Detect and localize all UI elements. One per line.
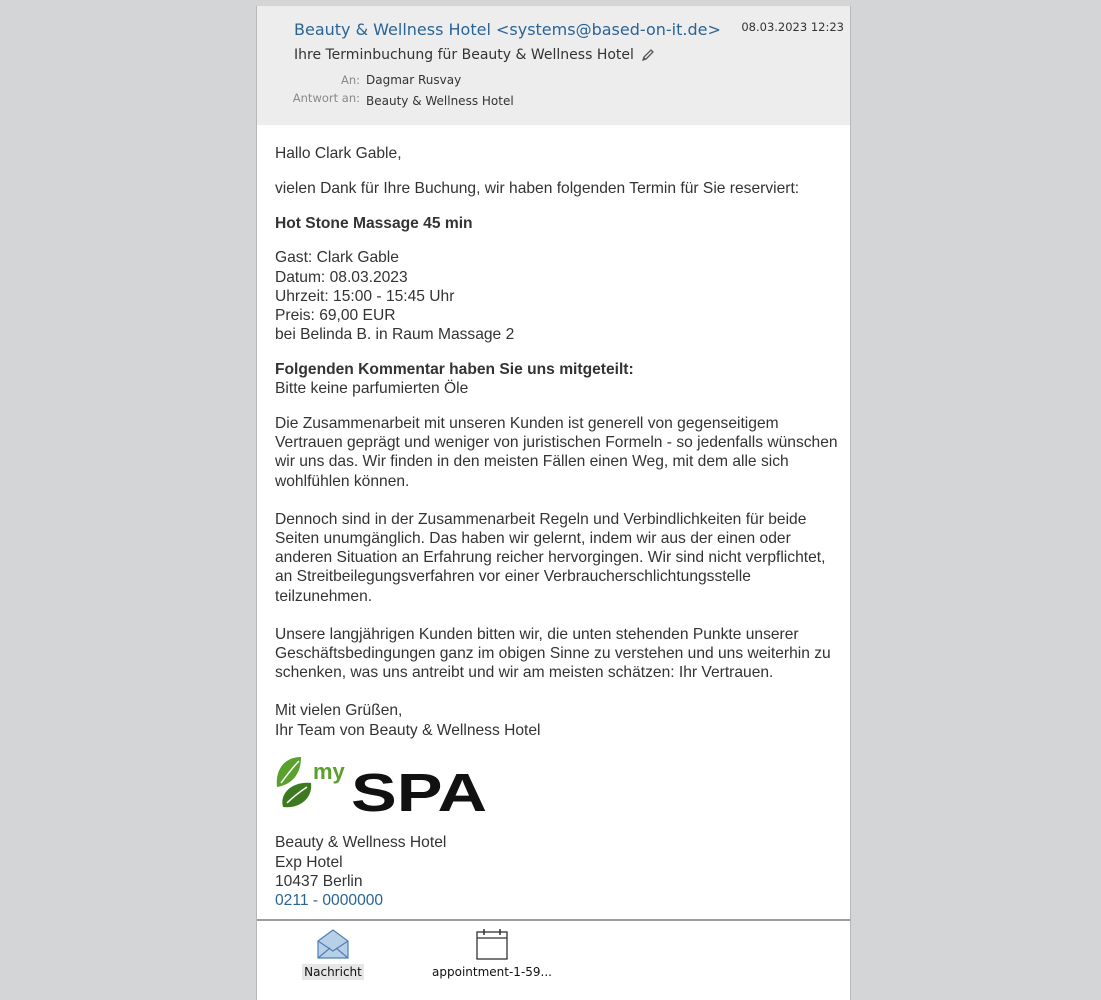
subject: Ihre Terminbuchung für Beauty & Wellness Hotel bbox=[294, 47, 634, 63]
logo-text-my: my bbox=[313, 759, 345, 785]
calendar-icon bbox=[475, 927, 509, 961]
email-body bbox=[275, 144, 847, 919]
detail-price: Preis: 69,00 EUR bbox=[275, 307, 396, 324]
email-header bbox=[257, 6, 851, 125]
comment-block bbox=[275, 360, 847, 398]
leaf-logo-icon bbox=[277, 757, 311, 807]
intro-text: vielen Dank für Ihre Buchung, wir haben folgenden Termin für Sie reserviert: bbox=[275, 179, 800, 197]
envelope-icon bbox=[316, 927, 350, 961]
myspa-logo bbox=[275, 755, 490, 813]
detail-date: Datum: 08.03.2023 bbox=[275, 268, 408, 286]
paragraph-trust: Die Zusammenarbeit mit unseren Kunden ist generell von gegenseitigem Vertrauen geprägt und weniger von juristischen Formeln - so jedenfalls wünschen wir uns das. Wir finden in den meisten Fällen einen Weg, mit dem alle sich wohlfühlen können. bbox=[275, 415, 838, 490]
pencil-icon[interactable] bbox=[640, 47, 656, 63]
recipient[interactable]: Dagmar Rusvay bbox=[366, 73, 462, 87]
reply-to[interactable]: Beauty & Wellness Hotel bbox=[366, 94, 514, 108]
email-window bbox=[256, 6, 851, 1000]
attachment-appointment[interactable] bbox=[417, 927, 567, 979]
detail-room: bei Belinda B. in Raum Massage 2 bbox=[275, 326, 515, 344]
comment-heading: Folgenden Kommentar haben Sie uns mitgeteilt: bbox=[275, 361, 634, 378]
address-block bbox=[275, 833, 847, 910]
subject-row bbox=[294, 47, 656, 63]
detail-time: Uhrzeit: 15:00 - 15:45 Uhr bbox=[275, 287, 455, 305]
attachment-message[interactable] bbox=[300, 927, 366, 979]
received-date: 08.03.2023 12:23 bbox=[741, 20, 844, 34]
closing-block bbox=[275, 701, 847, 739]
phone-link[interactable]: 0211 - 0000000 bbox=[275, 892, 384, 910]
address-city: 10437 Berlin bbox=[275, 872, 363, 890]
greeting: Hallo Clark Gable, bbox=[275, 145, 402, 162]
address-name: Beauty & Wellness Hotel bbox=[275, 834, 447, 852]
sender[interactable]: Beauty & Wellness Hotel <systems@based-on-it.de> bbox=[294, 20, 721, 39]
detail-guest: Gast: Clark Gable bbox=[275, 249, 399, 267]
paragraph-rules: Dennoch sind in der Zusammenarbeit Regeln und Verbindlichkeiten für beide Seiten unumgänglich. Das haben wir gelernt, indem wir aus der einen oder anderen Situation an Erfahrung reicher hervorgingen. Wir sind nicht verpflichtet, an Streitbeilegungsverfahren vor einer Verbraucherschlichtungsstelle teilzunehmen. bbox=[275, 510, 826, 605]
comment-text: Bitte keine parfumierten Öle bbox=[275, 380, 469, 398]
address-line: Exp Hotel bbox=[275, 853, 343, 871]
service-title: Hot Stone Massage 45 min bbox=[275, 214, 473, 232]
appointment-details bbox=[275, 248, 847, 344]
signature: Ihr Team von Beauty & Wellness Hotel bbox=[275, 721, 541, 739]
attachment-label: appointment-1-59... bbox=[432, 965, 552, 979]
attachment-bar bbox=[257, 919, 851, 1000]
reply-to-label: Antwort an: bbox=[292, 91, 360, 105]
attachment-label: Nachricht bbox=[304, 965, 362, 979]
to-label: An: bbox=[340, 73, 360, 87]
paragraph-terms: Unsere langjährigen Kunden bitten wir, die unten stehenden Punkte unserer Geschäftsbedingungen ganz im obigen Sinne zu verstehen und uns weiterhin zu schenken, was uns antreibt und wir am meisten schätzen: Ihr Vertrauen. bbox=[275, 625, 831, 682]
logo-text-spa: SPA bbox=[351, 763, 487, 814]
closing: Mit vielen Grüßen, bbox=[275, 702, 403, 720]
